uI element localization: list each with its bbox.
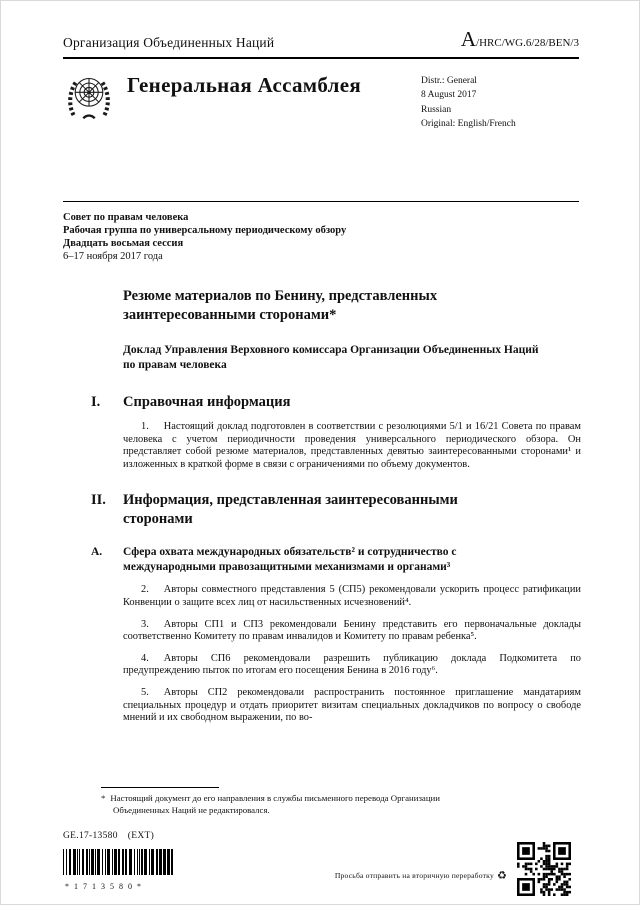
paragraph-1 <box>123 421 581 471</box>
ge-number-ext: (EXT) <box>127 831 155 841</box>
recycle-notice <box>335 869 507 882</box>
section-1-numeral: I. <box>91 394 101 410</box>
barcode-text: *1713580* <box>65 882 146 891</box>
original-language-line: Original: English/French <box>421 118 516 129</box>
barcode <box>63 849 177 891</box>
masthead <box>1 59 639 131</box>
recycle-text: Просьба отправить на вторичную переработку <box>334 871 494 880</box>
ge-number-value: GE.17-13580 <box>63 831 118 841</box>
recycle-icon: ♻ <box>496 870 507 882</box>
barcode-bars <box>63 849 177 880</box>
distr-line: Distr.: General <box>421 76 477 86</box>
section-1-heading <box>91 393 579 412</box>
council-name: Совет по правам человека <box>63 212 189 223</box>
section-2-numeral: II. <box>91 492 106 509</box>
paragraph-3-text: Авторы СП1 и СП3 рекомендовали Бенину представить его первоначальные доклады соответственно Комитету по правам инвалидов и Комитету по правам ребенка⁵. <box>123 618 581 643</box>
top-header <box>1 1 639 57</box>
paragraph-4 <box>123 653 581 678</box>
distribution-block <box>421 69 579 131</box>
paragraph-3 <box>123 619 581 644</box>
paragraph-4-number: 4. <box>141 652 149 664</box>
paragraph-3-number: 3. <box>141 618 149 630</box>
footnote-text: Настоящий документ до его направления в службы письменного перевода Организации Объединенных Наций не редактировался. <box>110 793 440 815</box>
paragraph-1-text: Настоящий доклад подготовлен в соответствии с резолюциями 5/1 и 16/21 Совета по правам человека с учетом периодичности проведения универсального периодического обзора. Он представляет собой резюме материалов, представленных девятью заинтересованными сторонами¹ и изложенных в краткой форме в связи с ограничениями по объему документов. <box>123 421 581 470</box>
footnote <box>101 792 473 816</box>
paragraph-2-text: Авторы совместного представления 5 (СП5) рекомендовали ускорить процесс ратификации Конвенции о защите всех лиц от насильственных исчезновений⁴. <box>123 584 581 608</box>
subsection-a-title: Сфера охвата международных обязательств² и сотрудничество с международными правозащитными механизмами и органами³ <box>123 546 457 574</box>
language-line: Russian <box>421 104 452 115</box>
date-line: 8 August 2017 <box>421 90 477 101</box>
paragraph-5-text: Авторы СП2 рекомендовали распространить постоянное приглашение мандатариям специальных процедур и отдать приоритет визитам специальных докладчиков по вопросу о свободе мнений и их свободном выражении, по во- <box>123 686 581 724</box>
qr-code <box>517 842 571 896</box>
ge-number <box>63 831 154 841</box>
document-symbol <box>461 29 579 51</box>
document-body <box>1 287 639 725</box>
document-title: Резюме материалов по Бенину, представленных заинтересованными сторонами* <box>123 288 438 323</box>
paragraph-1-number: 1. <box>141 421 149 432</box>
footnote-area <box>101 787 473 816</box>
document-subtitle: Доклад Управления Верховного комиссара Организации Объединенных Наций по правам человека <box>123 344 539 371</box>
working-group-name: Рабочая группа по универсальному периодическому обзору <box>63 225 347 236</box>
session-info <box>1 202 639 263</box>
subsection-a-letter: A. <box>91 546 103 559</box>
paragraph-5-number: 5. <box>141 686 149 698</box>
assembly-title: Генеральная Ассамблея <box>127 73 362 97</box>
section-1-title: Справочная информация <box>123 394 291 410</box>
document-symbol-number: /HRC/WG.6/28/BEN/3 <box>476 37 579 49</box>
document-symbol-letter: A <box>460 27 477 51</box>
paragraph-2 <box>123 584 581 609</box>
section-2-title: Информация, представленная заинтересованными сторонами <box>123 492 458 528</box>
footnote-marker: * <box>101 793 106 803</box>
section-2-heading <box>91 491 579 529</box>
un-emblem-icon <box>63 69 115 127</box>
paragraph-4-text: Авторы СП6 рекомендовали разрешить публикацию доклада Подкомитета по предупреждению пыток по итогам его посещения Бенина в 2016 году⁶. <box>123 652 581 677</box>
footnote-rule <box>101 787 219 788</box>
session-number: Двадцать восьмая сессия <box>63 238 184 249</box>
paragraph-2-number: 2. <box>141 584 149 596</box>
subsection-a-heading <box>91 545 579 575</box>
paragraph-5 <box>123 687 581 725</box>
organization-name: Организация Объединенных Наций <box>63 35 275 50</box>
session-dates: 6–17 ноября 2017 года <box>63 251 163 262</box>
